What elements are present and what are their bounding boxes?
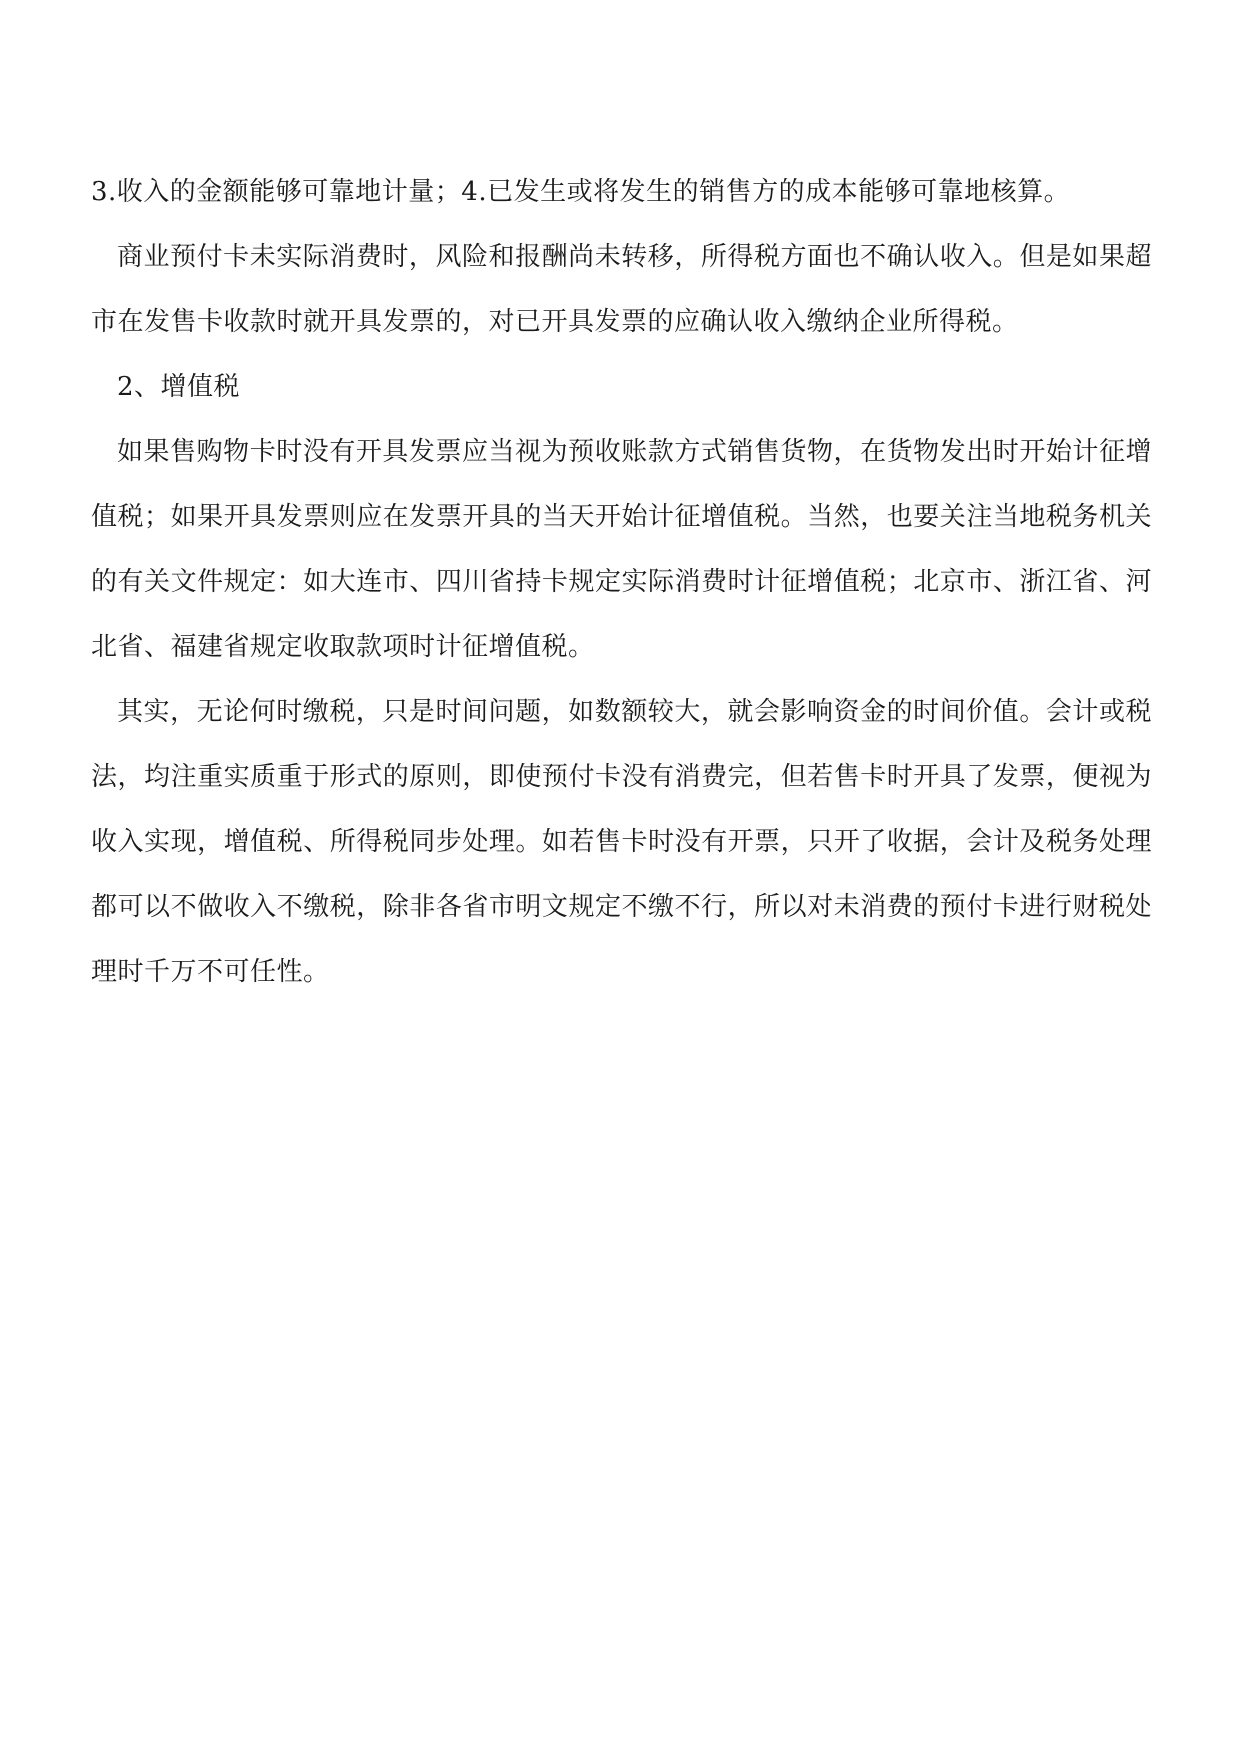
section-heading-vat: 2、增值税 bbox=[117, 372, 241, 402]
document-body bbox=[91, 160, 1152, 1005]
paragraph-vat-timing: 如果售购物卡时没有开具发票应当视为预收账款方式销售货物，在货物发出时开始计征增值税；如果开具发票则应在发票开具的当天开始计征增值税。当然，也要关注当地税务机关的有关文件规定：如大连市、四川省持卡规定实际消费时计征增值税；北京市、浙江省、河北省、福建省规定收取款项时计征增值税。 bbox=[91, 437, 1152, 662]
paragraph-prepaid-card-income-tax: 商业预付卡未实际消费时，风险和报酬尚未转移，所得税方面也不确认收入。但是如果超市在发售卡收款时就开具发票的，对已开具发票的应确认收入缴纳企业所得税。 bbox=[91, 242, 1152, 337]
paragraph-conclusion: 其实，无论何时缴税，只是时间问题，如数额较大，就会影响资金的时间价值。会计或税法，均注重实质重于形式的原则，即使预付卡没有消费完，但若售卡时开具了发票，便视为收入实现，增值税、所得税同步处理。如若售卡时没有开票，只开了收据，会计及税务处理都可以不做收入不缴税，除非各省市明文规定不缴不行，所以对未消费的预付卡进行财税处理时千万不可任性。 bbox=[91, 697, 1152, 987]
paragraph-income-recognition-conditions: 3.收入的金额能够可靠地计量；4.已发生或将发生的销售方的成本能够可靠地核算。 bbox=[91, 177, 1071, 207]
